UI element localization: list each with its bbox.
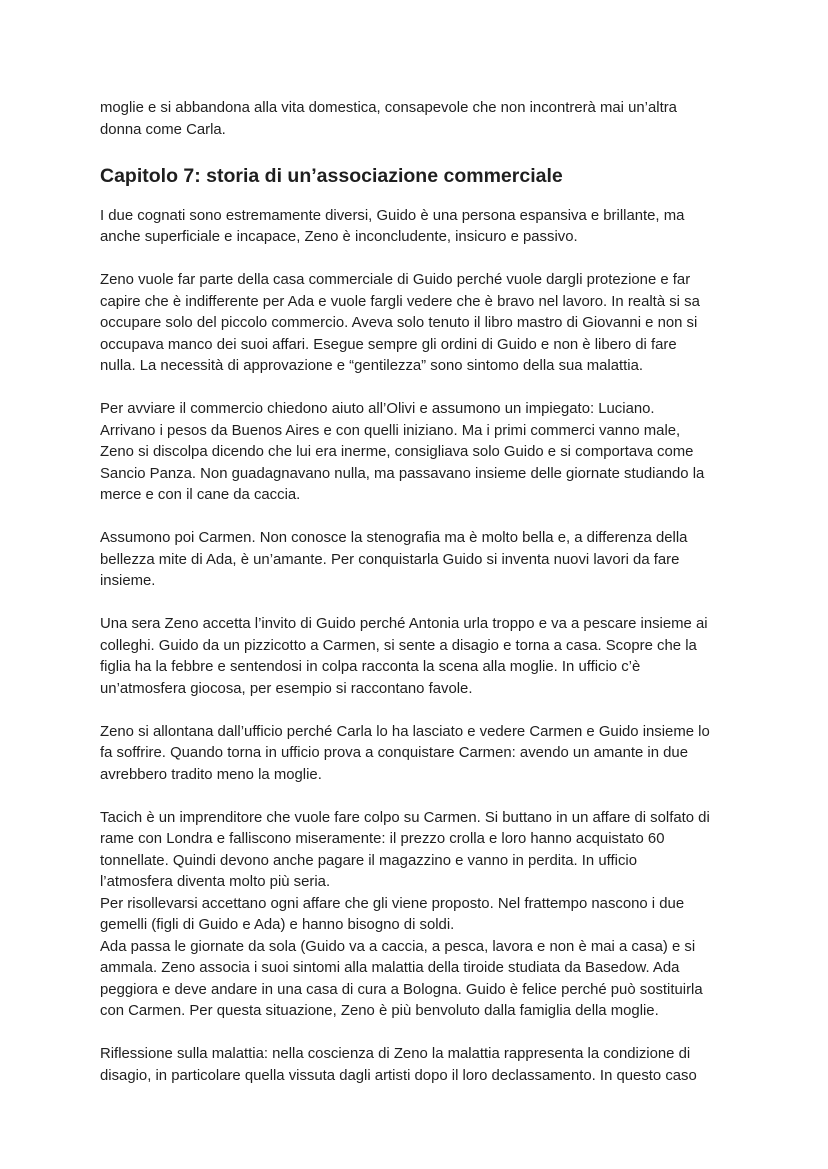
paragraph-7 [100, 808, 728, 1023]
text-line: Assumono poi Carmen. Non conosce la stenografia ma è molto bella e, a differenza della [100, 530, 688, 546]
text-line: figlia ha la febbre e sentendosi in colpa racconta la scena alla moglie. In ufficio c’è [100, 659, 641, 675]
text-line: rame con Londra e falliscono miseramente: il prezzo crolla e loro hanno acquistato 60 [100, 831, 665, 847]
text-line: ammala. Zeno associa i suoi sintomi alla malattia della tiroide studiata da Basedow. Ada [100, 960, 680, 976]
text-line: merce e con il cane da caccia. [100, 487, 301, 503]
text-line: avrebbero tradito meno la moglie. [100, 766, 322, 783]
text-line: Per risollevarsi accettano ogni affare che gli viene proposto. Nel frattempo nascono i due [100, 895, 685, 912]
text-line: bellezza mite di Ada, è un’amante. Per conquistarla Guido si inventa nuovi lavori da fare [100, 551, 680, 568]
text-line: nulla. La necessità di approvazione e “gentilezza” sono sintomo della sua malattia. [100, 358, 643, 374]
text-line: occupava manco dei suoi affari. Esegue sempre gli ordini di Guido e non è libero di fare [100, 336, 677, 353]
text-line: gemelli (figli di Guido e Ada) e hanno bisogno di soldi. [100, 917, 455, 933]
text-line: Zeno si discolpa dicendo che lui era inerme, consigliava solo Guido e si comportava come [100, 444, 694, 460]
text-line: anche superficiale e incapace, Zeno è inconcludente, insicuro e passivo. [100, 229, 578, 245]
paragraph-6 [100, 722, 728, 787]
text-line: occupare solo del piccolo commercio. Aveva solo tenuto il libro mastro di Giovanni e non si [100, 315, 698, 331]
paragraph-8 [100, 1044, 728, 1087]
text-line: Una sera Zeno accetta l’invito di Guido perché Antonia urla troppo e va a pescare insieme ai [100, 616, 708, 632]
text-line: fa soffrire. Quando torna in ufficio prova a conquistare Carmen: avendo un amante in due [100, 745, 688, 761]
text-line: Zeno vuole far parte della casa commerciale di Guido perché vuole dargli protezione e far [100, 272, 691, 288]
intro-paragraph [100, 98, 728, 141]
text-line: Arrivano i pesos da Buenos Aires e con quelli iniziano. Ma i primi commerci vanno male, [100, 422, 681, 439]
text-line: con Carmen. Per questa situazione, Zeno è più benvoluto dalla famiglia della moglie. [100, 1003, 659, 1019]
text-line: colleghi. Guido da un pizzicotto a Carmen, si sente a disagio e torna a casa. Scopre che la [100, 637, 697, 654]
text-line: Ada passa le giornate da sola (Guido va a caccia, a pesca, lavora e non è mai a casa) e si [100, 938, 696, 955]
paragraph-2 [100, 270, 728, 378]
text-line: tonnellate. Quindi devono anche pagare il magazzino e vanno in perdita. In ufficio [100, 852, 637, 869]
chapter-heading: Capitolo 7: storia di un’associazione commerciale [100, 164, 563, 187]
text-line: Riflessione sulla malattia: nella coscienza di Zeno la malattia rappresenta la condizione di [100, 1046, 691, 1062]
paragraph-1 [100, 206, 728, 249]
text-line: peggiora e deve andare in una casa di cura a Bologna. Guido è felice perché può sostituirla [100, 981, 703, 998]
text-line: I due cognati sono estremamente diversi, Guido è una persona espansiva e brillante, ma [100, 207, 685, 224]
text-line: disagio, in particolare quella vissuta dagli artisti dopo il loro declassamento. In questo caso [100, 1067, 697, 1084]
text-line: Tacich è un imprenditore che vuole fare colpo su Carmen. Si buttano in un affare di solfato di [100, 809, 710, 826]
text-line: Per avviare il commercio chiedono aiuto all’Olivi e assumono un impiegato: Luciano. [100, 401, 655, 417]
paragraph-5 [100, 614, 728, 700]
text-line: moglie e si abbandona alla vita domestica, consapevole che non incontrerà mai un’altra [100, 100, 677, 116]
document-page [100, 98, 728, 1109]
paragraph-4 [100, 528, 728, 593]
text-line: capire che è indifferente per Ada e vuole fargli vedere che è bravo nel lavoro. In realtà si sa [100, 293, 700, 310]
text-line: un’atmosfera giocosa, per esempio si raccontano favole. [100, 680, 473, 697]
text-line: Zeno si allontana dall’ufficio perché Carla lo ha lasciato e vedere Carmen e Guido insieme lo [100, 723, 710, 740]
text-line: insieme. [100, 573, 156, 589]
text-line: l’atmosfera diventa molto più seria. [100, 874, 331, 890]
text-line: Sancio Panza. Non guadagnavano nulla, ma passavano insieme delle giornate studiando la [100, 465, 705, 482]
paragraph-3 [100, 399, 728, 507]
text-line: donna come Carla. [100, 121, 226, 138]
